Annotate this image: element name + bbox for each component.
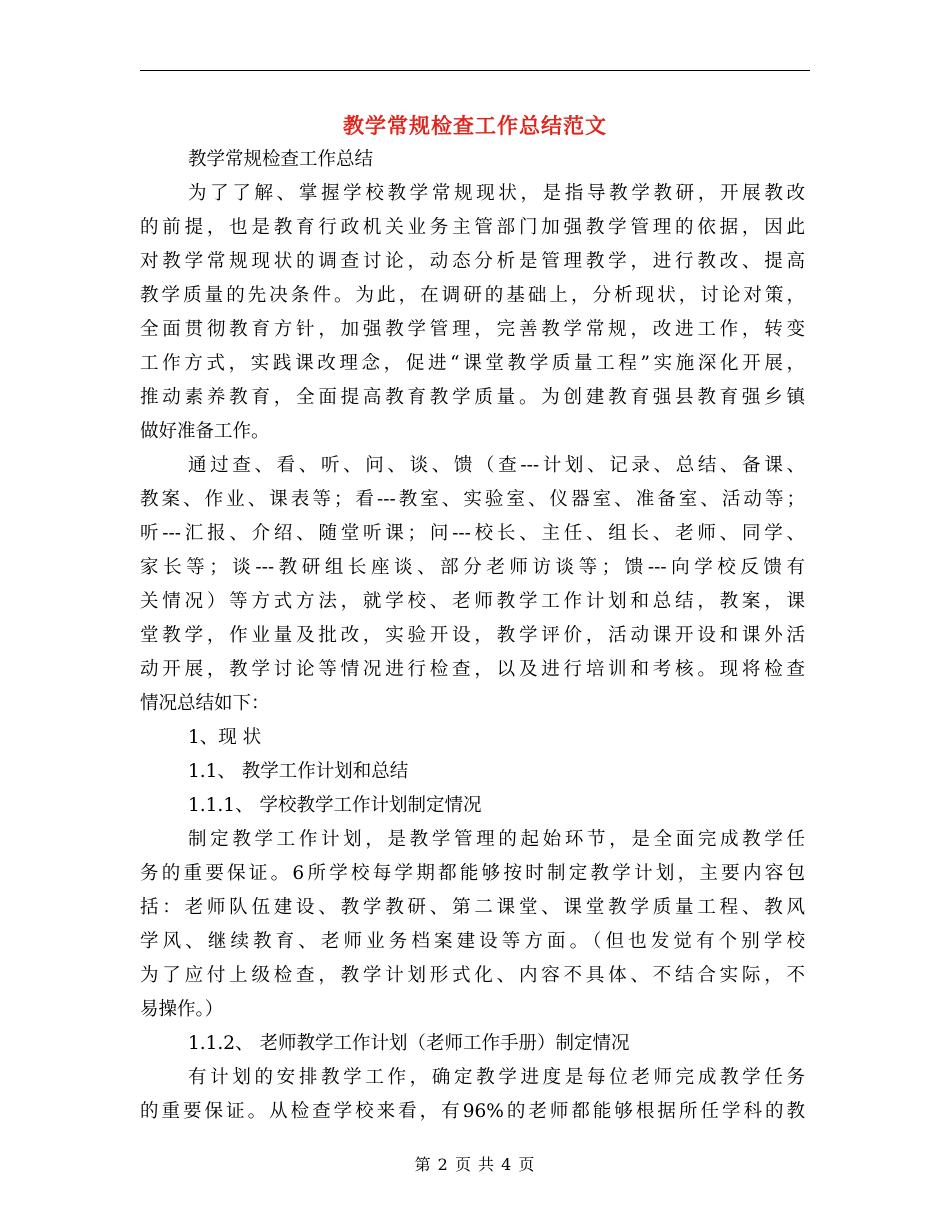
document-title: 教学常规检查工作总结范文 (343, 113, 607, 138)
body-line: 括：老师队伍建设、教学教研、第二课堂、课堂教学质量工程、教风 (140, 897, 805, 918)
body-line: 为了了解、掌握学校教学常规现状，是指导教学教研，开展教改 (188, 183, 805, 204)
page-number: 第 2 页 共 4 页 (414, 1155, 536, 1174)
body-line: 关情况）等方式方法，就学校、老师教学工作计划和总结，教案，课 (140, 591, 805, 612)
body-line: 易操作。） (140, 999, 224, 1020)
body-line: 堂教学，作业量及批改，实验开设，教学评价，活动课开设和课外活 (140, 625, 805, 646)
body-line: 全面贯彻教育方针，加强教学管理，完善教学常规，改进工作，转变 (140, 319, 805, 340)
section-heading: 1、现 状 (188, 727, 262, 748)
body-line: 情况总结如下： (140, 693, 270, 714)
body-line: 为了应付上级检查，教学计划形式化、内容不具体、不结合实际，不 (140, 965, 805, 986)
body-line: 学风、继续教育、老师业务档案建设等方面。（但也发觉有个别学校 (140, 931, 805, 952)
body-line: 通过查、看、听、问、谈、馈（查---计划、记录、总结、备课、 (188, 455, 805, 476)
body-line: 听---汇报、介绍、随堂听课；问---校长、主任、组长、老师、同学、 (140, 523, 805, 544)
header-rule (140, 70, 810, 71)
section-heading: 1.1、 教学工作计划和总结 (188, 761, 409, 782)
body-line: 教学质量的先决条件。为此，在调研的基础上，分析现状，讨论对策， (140, 285, 805, 306)
body-line: 的前提，也是教育行政机关业务主管部门加强教学管理的依据，因此 (140, 217, 805, 238)
section-heading: 1.1.2、 老师教学工作计划（老师工作手册）制定情况 (188, 1033, 630, 1054)
body-line: 制定教学工作计划，是教学管理的起始环节，是全面完成教学任 (188, 829, 805, 850)
body-line: 推动素养教育，全面提高教育教学质量。为创建教育强县教育强乡镇 (140, 387, 805, 408)
body-line: 的重要保证。从检查学校来看，有96%的老师都能够根据所任学科的教 (140, 1101, 805, 1122)
body-line: 教案、作业、课表等；看---教室、实验室、仪器室、准备室、活动等； (140, 489, 805, 510)
body-line: 家长等；谈---教研组长座谈、部分老师访谈等；馈---向学校反馈有 (140, 557, 805, 578)
section-heading: 1.1.1、 学校教学工作计划制定情况 (188, 795, 482, 816)
document-body (140, 143, 805, 1129)
body-line: 教学常规检查工作总结 (188, 149, 374, 170)
body-line: 对教学常规现状的调查讨论，动态分析是管理教学，进行教改、提高 (140, 251, 805, 272)
body-line: 动开展，教学讨论等情况进行检查，以及进行培训和考核。现将检查 (140, 659, 805, 680)
body-line: 有计划的安排教学工作，确定教学进度是每位老师完成教学任务 (188, 1067, 805, 1088)
body-line: 做好准备工作。 (140, 421, 270, 442)
body-line: 务的重要保证。6所学校每学期都能够按时制定教学计划，主要内容包 (140, 863, 805, 884)
body-line: 工作方式，实践课改理念，促进“课堂教学质量工程”实施深化开展， (140, 353, 805, 374)
